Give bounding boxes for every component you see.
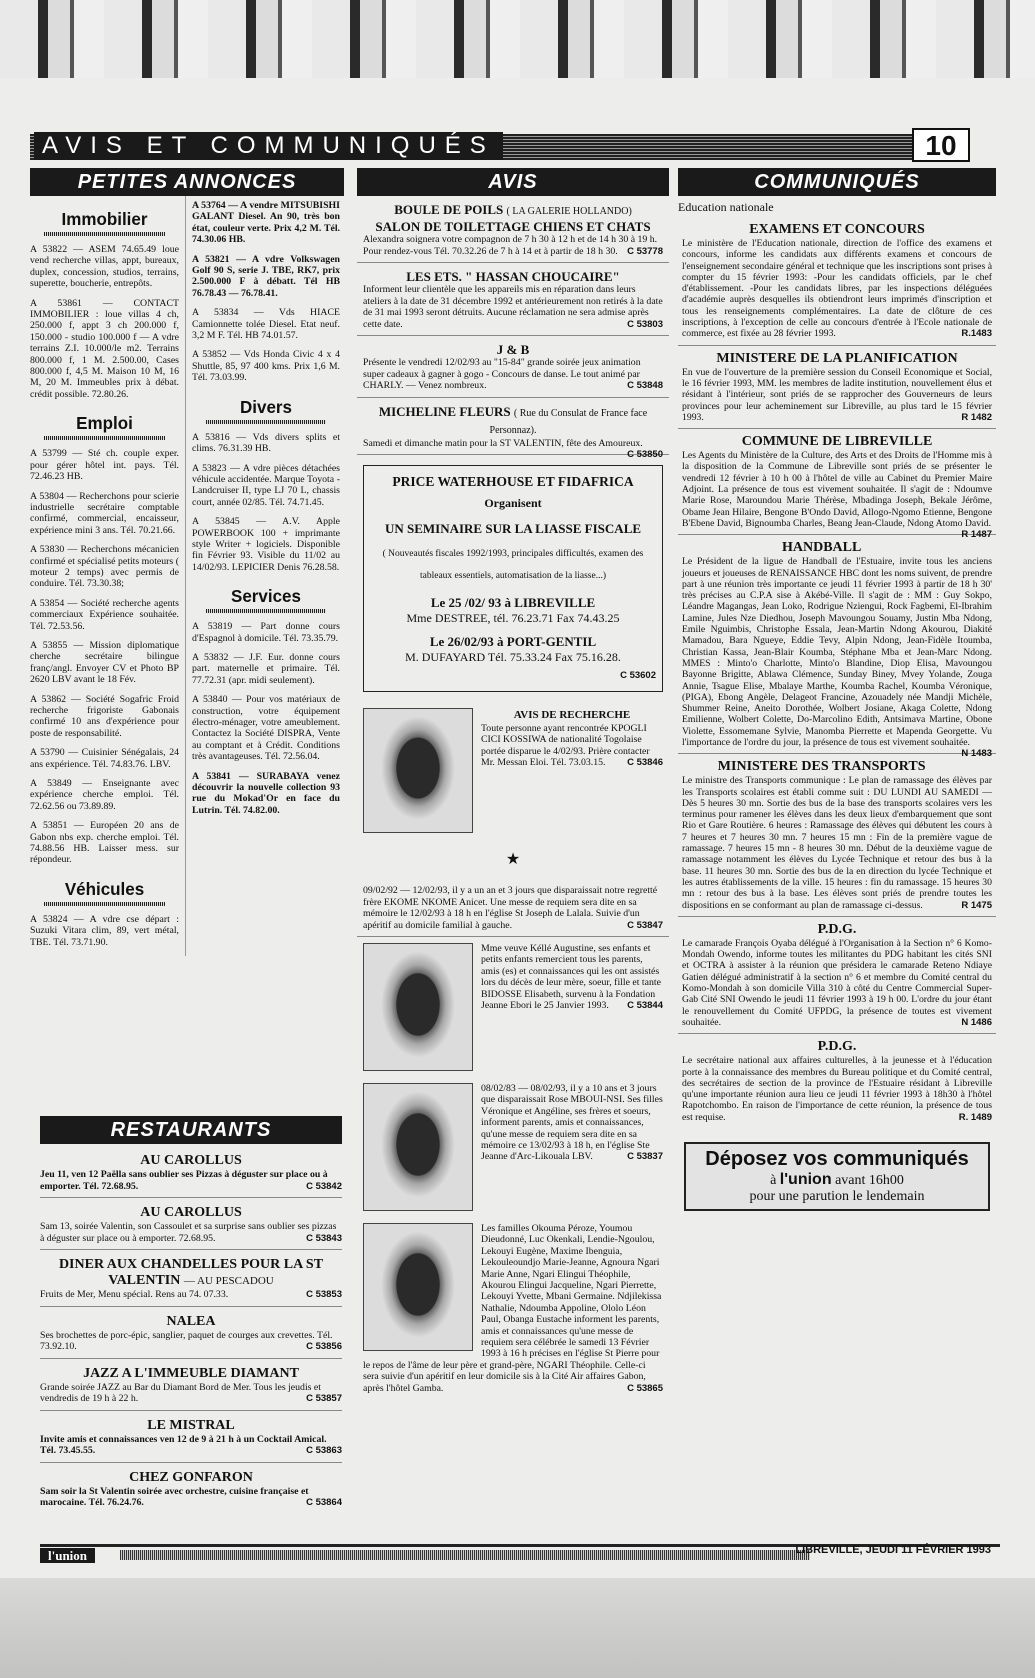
classified-ad: A 53799 — Sté ch. couple exper. pour gérer hôtel int. pays. Tél. 72.46.23 HB. bbox=[30, 448, 179, 483]
ref-code: C 53850 bbox=[627, 449, 663, 460]
memorial-notice: Mme veuve Kéllé Augustine, ses enfants et petits enfants remercient tous les parents, amis (es) et connaissances qui les ont assistés lors du décès de leur mère, soeur, fille et tante BIDOSSE Elisabeth, survenu à la Fondation Jeanne Ebori le 25 Janvier 1993. C 53844 bbox=[357, 937, 669, 1077]
classified-ad: A 53852 — Vds Honda Civic 4 x 4 Shuttle, 85, 97 400 kms. Prix 1,6 M. Tél. 73.03.99. bbox=[192, 349, 340, 384]
classified-ad: A 53821 — A vdre Volkswagen Golf 90 S, serie J. TBE, RK7, prix 2.500.000 F à débatt. Tél HB 76.78.43 — 76.78.41. bbox=[192, 253, 340, 299]
memorial-notice: Les familles Okouma Péroze, Youmou Dieudonné, Luc Okenkali, Lendie-Ngoulou, Lekouyi Eugène, Maxime Ibenguia, Lekouleoundjo Marie-Jeanne, Agnoura Ngari Marie Anne, Ngari Elingui Théophile, Akourou Elingui Jacqueline, Ngari Pierrette, Lekouyi Yvette, Mbani Germaine. Ndjilekissa Nathalie, Ndoumba Appoline, Ololo Léon Paul, Obanga Eustache informent les parents, amis et connaissances qu'une messe de requiem sera célébrée le samedi 13 Février 1993 à 16 h précises en l'église St Pierre pour le repos de l'âme de leur père et grand-père, NGARI Théophile. Celle-ci sera suivie d'un apéritif en leur domicile sis à la Cité Air affaires Gabon, après l'hôtel Gamba. C 53865 bbox=[363, 1223, 663, 1394]
portrait-photo bbox=[363, 943, 473, 1071]
restaurant-name: AU CAROLLUS bbox=[140, 1205, 242, 1220]
ref-code: C 53865 bbox=[627, 1382, 663, 1394]
ref-code: N 1486 bbox=[961, 1016, 992, 1028]
restaurant-item bbox=[40, 1311, 342, 1359]
restaurant-text: Jeu 11, ven 12 Paëlla sans oublier ses Pizzas à déguster sur place ou à emporter. Tél. 72.68.95. C 53842 bbox=[40, 1169, 342, 1192]
ref-code: R 1475 bbox=[961, 899, 992, 911]
classified-ad: A 53824 — A vdre cse départ : Suzuki Vitara clim, 89, vert métal, TBE. Tél. 73.71.90. bbox=[30, 913, 179, 948]
section-title: AVIS ET COMMUNIQUÉS bbox=[34, 132, 503, 160]
seminar-title: PRICE WATERHOUSE ET FIDAFRICA bbox=[392, 474, 634, 489]
seminar-libreville: Le 25 /02/ 93 à LIBREVILLE Mme DESTREE, tél. 76.23.71 Fax 74.43.25 bbox=[406, 595, 620, 625]
communique-title: MINISTERE DES TRANSPORTS bbox=[717, 759, 926, 775]
deposez-subline: pour une parution le lendemain bbox=[749, 1189, 925, 1204]
restaurant-item bbox=[40, 1363, 342, 1411]
footer-date: LIBREVILLE, JEUDI 11 FÉVRIER 1993 bbox=[795, 1544, 991, 1556]
avis-title: LES ETS. " HASSAN CHOUCAIRE" bbox=[406, 269, 620, 284]
ref-code: C 53863 bbox=[306, 1445, 342, 1456]
ref-code: N 1483 bbox=[961, 748, 992, 760]
ref-code: C 53853 bbox=[306, 1289, 342, 1300]
classified-ad: A 53854 — Société recherche agents commerciaux Expérience souhaitée. Tél. 72.53.56. bbox=[30, 597, 179, 632]
portrait-photo bbox=[363, 1083, 473, 1211]
ref-code: R 1487 bbox=[961, 529, 992, 541]
avis-item bbox=[357, 196, 669, 263]
category-rule bbox=[206, 609, 326, 613]
restaurant-name: CHEZ GONFARON bbox=[129, 1469, 253, 1485]
ref-code: R.1483 bbox=[961, 328, 992, 340]
communique-item bbox=[678, 217, 996, 346]
page-bottom-margin bbox=[0, 1578, 1035, 1678]
category-rule bbox=[206, 420, 326, 424]
ref-code: C 53778 bbox=[627, 245, 663, 257]
footer-logo: l'union bbox=[40, 1548, 95, 1563]
deposez-promo-box bbox=[684, 1142, 990, 1211]
communique-text: En vue de l'ouverture de la première session du Conseil Economique et Social, le 16 février 1993, MM. les membres de ladite institution, nouvellement élus et résidant à l'intérieur, sont priés de se rapprocher des Gouverneurs de leurs provinces pour leur acheminement sur Libreville, au plus tard le 15 février 1993. R 1482 bbox=[682, 366, 992, 423]
classified-ad: A 53851 — Européen 20 ans de Gabon nbs exp. cherche emploi. Tél. 74.88.56 HB. Laisser mess. sur répondeur. bbox=[30, 820, 179, 866]
ref-code: C 53803 bbox=[627, 318, 663, 330]
classified-ad: A 53832 — J.F. Eur. donne cours part. maternelle et primaire. Tél. 77.72.31 (apr. midi seulement). bbox=[192, 651, 340, 686]
restaurant-item bbox=[40, 1254, 342, 1307]
brand-logo: l'union bbox=[779, 1171, 832, 1188]
avis-item bbox=[357, 336, 669, 398]
avis-item bbox=[357, 398, 669, 460]
classified-ad: A 53822 — ASEM 74.65.49 loue vend recherche villas, appt, bureaux, duplex, concession, studios, terrains, superette, boucherie, entrepôts. bbox=[30, 244, 179, 290]
classified-ad: A 53861 — CONTACT IMMOBILIER : loue villas 4 ch, 250.000 f, appt 3 ch 200.000 f, 150.000 - studio 100.000 f — A vdre terrains Z.I. 10.000/le m2. Terrains 800.000 f, 1 M. 2.500.00, Cases 800.000 f, 4,5 M. Maison 10 M, 16 M, 20 M. Immeubles prix à débat. crédit possible. 72.80.26. bbox=[30, 297, 179, 400]
classifieds-left bbox=[30, 196, 185, 956]
avis-title: J & B bbox=[496, 342, 530, 357]
communique-title: MINISTERE DE LA PLANIFICATION bbox=[716, 350, 958, 366]
communique-title: COMMUNE DE LIBREVILLE bbox=[741, 434, 933, 450]
seminar-subject: UN SEMINAIRE SUR LA LIASSE FISCALE bbox=[384, 521, 642, 536]
petites-annonces-band: PETITES ANNONCES bbox=[30, 168, 344, 196]
ref-code: R. 1489 bbox=[958, 1111, 992, 1123]
restaurant-name: LE MISTRAL bbox=[147, 1417, 235, 1433]
footer-bar bbox=[120, 1550, 810, 1560]
communique-item bbox=[678, 346, 996, 429]
avis-band: AVIS bbox=[357, 168, 669, 196]
seminar-box bbox=[363, 465, 663, 692]
deposez-headline: Déposez vos communiqués bbox=[705, 1148, 969, 1170]
avis-text: Alexandra soignera votre compagnon de 7 h 30 à 12 h et de 14 h 30 à 19 h. Pour rendez-vous Tél. 70.32.26 de 7 h à 14 et à partir de 18 h 30. C 53778 bbox=[363, 234, 663, 257]
avis-subtitle: SALON DE TOILETTAGE CHIENS ET CHATS bbox=[375, 219, 651, 234]
ref-code: C 53844 bbox=[627, 1000, 663, 1012]
communiques-kicker: Education nationale bbox=[678, 200, 774, 214]
seminar-organisers: Organisent bbox=[484, 496, 542, 510]
portrait-photo bbox=[363, 1223, 473, 1351]
memorial-notice: 09/02/92 — 12/02/93, il y a un an et 3 jours que disparaissait notre regretté frère EKOME NKOME Anicet. Une messe de requiem sera dite en sa mémoire le 12/02/93 à 18 h en l'église St Joseph de Lalala. Suivie d'un apéritif au domicile familial à gauche. C 53847 bbox=[357, 879, 669, 937]
restaurant-text: Sam 13, soirée Valentin, son Cassoulet et sa surprise sans oublier ses pizzas à déguster sur place ou à emporter. 72.68.95. C 53843 bbox=[40, 1221, 342, 1244]
classified-ad: A 53819 — Part donne cours d'Espagnol à domicile. Tél. 73.35.79. bbox=[192, 621, 340, 644]
communique-text: Les Agents du Ministère de la Culture, des Arts et des Droits de l'Homme mis à la disposition de la Commune de Libreville sont priés de se présenter le vendredi 12 février à 10 h 00 à l'hôtel de ville au Cabinet du Premier Maire Adjoint. La présence de tous est vivement souhaitée. Il s'agit de : Ndoumve Marie Rose, Maroundou Marie Thérèse, Mbadinga Joseph, Bekale Jérôme, Obame Jean Hilaire, Bengone B'Ondo David, Allogo-Ngomo Etienne, Bengone B'Ebene David, Bignoumba Charles, Beang Jean-Claude, Ndong Atomo David. R 1487 bbox=[682, 450, 992, 541]
restaurants-band: RESTAURANTS bbox=[40, 1116, 342, 1144]
restaurant-name: NALEA bbox=[166, 1313, 216, 1329]
category-emploi: Emploi bbox=[76, 413, 133, 434]
communique-text: Le ministère de l'Education nationale, direction de l'office des examens et concours, informe les candidats aux différents examens et concours de l'enseignement secondaire général et technique que les inscriptions sont prises à compter du 15 février 1993: -Pour les candidats officiels, par le chef d'établissement. -Pour les candidats libres, par les inspections déléguées d'académie auprès desquelles ils obtiendront leurs imprimés d'inscription et tous les renseignements complémentaires. La date de clôture de ces inscriptions, à l'exception de celle au concours d'entrée à l'Ecole nationale de commerce, est fixée au 28 février 1993. R.1483 bbox=[682, 238, 992, 340]
page-number: 10 bbox=[912, 128, 970, 162]
restaurant-name: AU CAROLLUS bbox=[140, 1153, 242, 1168]
avis-text: Samedi et dimanche matin pour la ST VALENTIN, fête des Amoureux. C 53850 bbox=[363, 437, 663, 460]
ref-code: C 53847 bbox=[627, 919, 663, 931]
classified-ad: A 53849 — Enseignante avec expérience cherche emploi. Tél. 72.62.56 ou 73.89.89. bbox=[30, 778, 179, 812]
communique-item bbox=[678, 754, 996, 917]
category-vehicules: Véhicules bbox=[64, 879, 145, 900]
classified-ad: A 53834 — Vds HIACE Camionnette tolée Diesel. Etat neuf. 3,2 M F. Tél. HB 74.01.57. bbox=[192, 307, 340, 342]
star-icon: ★ bbox=[505, 851, 521, 868]
recherche-text: AVIS DE RECHERCHE Toute personne ayant rencontrée KPOGLI CICI KOSSIWA de nationalité Togolaise portée disparue le 4/02/93. Prière contacter Mr. Messan Eloi. Tél. 73.03.15. C 53846 bbox=[481, 709, 663, 769]
ref-code: C 53843 bbox=[306, 1232, 342, 1244]
communique-text: Le camarade François Oyaba délégué à l'Organisation à la Section n° 6 Komo-Mondah Owendo, informe toutes les militantes du PDG habitant les cités SNI et OCTRA à assister à la réunion que présidera le camarade Reteno Ndiaye Gatien délégué administratif à la section n° 6 et membre du Comité central du Komo-Mondah à son domicile Villa 310 à côté du Centre Commercial Super-Gab Cité SNI Owendo le jeudi 11 février 1993 à 19 h 00. L'ordre du jour étant le renouvellement du Comité UFPDG, la présence de toutes est vivement souhaitée. N 1486 bbox=[682, 937, 992, 1028]
category-immobilier: Immobilier bbox=[61, 209, 148, 230]
restaurant-item bbox=[40, 1202, 342, 1250]
classified-ad: A 53830 — Recherchons mécanicien confirmé et spécialisé petits moteurs ( moteur 2 temps) avec permis de conduire. Tél. 73.30.38; bbox=[30, 544, 179, 590]
communique-item bbox=[678, 429, 996, 541]
ref-code: R 1482 bbox=[961, 411, 992, 423]
category-rule bbox=[44, 902, 165, 906]
ref-code: C 53864 bbox=[306, 1497, 342, 1508]
classified-ad: A 53841 — SURABAYA venez découvrir la nouvelle collection 93 rue du Mokad'Or en face du Lutrin. Tél. 74.82.00. bbox=[192, 770, 340, 816]
petites-annonces-column bbox=[30, 168, 344, 956]
restaurant-text: Fruits de Mer, Menu spécial. Rens au 74. 07.33. C 53853 bbox=[40, 1289, 342, 1300]
classified-ad: A 53804 — Recherchons pour scierie industrielle secrétaire comptable confirmé, commercial, encaisseur, expérience mini 3 ans. Tél. 70.21.66. bbox=[30, 490, 179, 536]
classified-ad: A 53790 — Cuisinier Sénégalais, 24 ans expérience. Tél. 74.83.76. LBV. bbox=[30, 747, 179, 770]
category-services: Services bbox=[231, 586, 301, 607]
avis-column bbox=[357, 168, 669, 1400]
category-divers: Divers bbox=[240, 397, 292, 418]
communique-item bbox=[678, 1034, 996, 1128]
avis-text: Présente le vendredi 12/02/93 au "15-84" grande soirée jeux animation super cadeaux à gagner à gogo - Concours de danse. Le tout animé par CHARLY. — Venez nombreux. C 53848 bbox=[363, 357, 663, 391]
ref-code: C 53856 bbox=[306, 1341, 342, 1352]
communique-item bbox=[678, 535, 996, 760]
avis-title: MICHELINE FLEURS ( Rue du Consulat de France face Personnaz). bbox=[378, 403, 648, 436]
classified-ad: A 53823 — A vdre pièces détachées véhicule accidentée. Marque Toyota - Landcruiser II, type LJ 70 L, chassis court, année 02/85. Tél. 74.71.45. bbox=[192, 462, 340, 508]
deposez-line: à l'union avant 16h00 bbox=[770, 1171, 904, 1188]
restaurant-item bbox=[40, 1150, 342, 1198]
avis-de-recherche bbox=[357, 702, 669, 839]
communique-text: Le ministre des Transports communique : Le plan de ramassage des élèves par les Transports scolaires est établi comme suit : DU LUNDI AU SAMEDI — Dès 5 heures 30 mn. Sortie des bus de la base des transports scolaires vers les terminus pour ramener les élèves dans les deux lieux d'embarquement que sont Rio et Gare Routière. 6 heures : Ramassage des élèves qui débutent les cours à 7 heures et 7 heures 30 mn. 7 heures 15 mn : Fin de la première vague de ramassage. 7 heures 15 mn - 8 heures 30 mn. Début de la deuxième vague de ramassage notamment les élèves du Lycée Technique et retour des bus à la base. 11 heures 30 mn. Sortie des bus de la en direction du lycée Technique et les autres établissements de la ville. 15 heures : fin du ramassage. 15 heures 30 mn : retour des bus à la base. Les élèves sont priés de prendre toutes les dispositions en se conformant au plan de ramassage ci-dessus. R 1475 bbox=[682, 775, 992, 911]
communique-title: P.D.G. bbox=[817, 921, 857, 937]
communique-title: P.D.G. bbox=[817, 1039, 857, 1055]
ref-code: C 53837 bbox=[627, 1151, 663, 1163]
classifieds-right bbox=[185, 196, 340, 956]
newspaper-page bbox=[0, 78, 1035, 1600]
restaurants-list bbox=[40, 1150, 342, 1518]
communique-text: Le Président de la ligue de Handball de l'Estuaire, invite tous les anciens joueurs et joueuses de RENAISSANCE HBC dont les noms suivent, de prendre part à une réunion très importante ce jeudi 11 février 1993 à partir de 18 h 30' très précises au C.P.A sise à Akébé-Ville. Il s'agit de : MM : Guy Sokpo, Léandre Magangas, Jean Loko, Rodrigue Nziengui, Rock Fagbemi, El-Ibrahim Lamine, Jules Nze Diedhou, Joseph Mavoungou Souamy, Justin Mba Ndong, Emile Nguimbis, Christophe Essala, Jean-Martin Ndong Akourou, Diakité Mamadou, Bara Ngueye, Eddie Tevy, Alpin Ndong, Jean-Fidèle Itoumba, Christian Kassa, Jean-Blair Koumba, Stéphane Mba et Jean-Marc Ndong. MMES : Minto'o Charlotte, Minto'o Blandine, Diop Elisa, Mavoungou Bayonne Brigitte, Ablawa Clémence, Sunday Biney, Mvey Yolande, Zouga Annie, Tsague Elise, Mbalaye Marthe, Koumba Rachel, Koumba Véronique, (PIGA), Ebong Angèle, Delageot Francine, Azouadely née Mandji Michèle, Shummer Reine, Aneito Dorothée, Wolbert Josiane, Akaga Colette, Ndong Emilienne, Wolbert Colette, Do-Marcolino Edith, Antsimava Martine, Obone Violette, Essomemane Sylvie, Manomba Pierrette et Mapenda Georgette. Vu l'importance de l'ordre du jour, la présence de tous est vivement souhaitée. N 1483 bbox=[682, 556, 992, 760]
classified-ad: A 53862 — Société Sogafric Froid recherche frigoriste Gabonais confirmé 10 ans d'expérience pour poste de responsabilité. bbox=[30, 693, 179, 739]
classified-ad: A 53764 — A vendre MITSUBISHI GALANT Diesel. An 90, très bon état, couleur verte. Prix 4,2 M. Tél. 74.30.06 HB. bbox=[192, 200, 340, 246]
ref-code: C 53857 bbox=[306, 1393, 342, 1404]
communique-item bbox=[678, 917, 996, 1034]
restaurant-text: Invite amis et connaissances ven 12 de 9 à 21 h à un Cocktail Amical. Tél. 73.45.55. C 53863 bbox=[40, 1433, 342, 1456]
ref-code: C 53846 bbox=[627, 757, 663, 769]
classified-ad: A 53816 — Vds divers splits et clims. 76.31.39 HB. bbox=[192, 431, 340, 455]
restaurant-text: Grande soirée JAZZ au Bar du Diamant Bord de Mer. Tous les jeudis et vendredis de 19 h à 22 h. C 53857 bbox=[40, 1381, 342, 1404]
ref-code: C 53602 bbox=[620, 670, 656, 681]
classified-ad: A 53855 — Mission diplomatique cherche secrétaire bilingue franç/angl. Envoyer CV et Photo BP 2620 LBV avant le 18 Fév. bbox=[30, 639, 179, 686]
restaurant-item bbox=[40, 1467, 342, 1514]
communique-title: HANDBALL bbox=[782, 540, 862, 556]
avis-item bbox=[357, 263, 669, 336]
restaurant-name: JAZZ A L'IMMEUBLE DIAMANT bbox=[83, 1365, 299, 1381]
petites-annonces-body bbox=[30, 196, 344, 956]
page-binding-edge bbox=[0, 0, 1035, 86]
restaurant-name: DINER AUX CHANDELLES POUR LA ST VALENTIN — AU PESCADOU bbox=[58, 1257, 324, 1288]
ref-code: C 53848 bbox=[627, 380, 663, 391]
restaurant-text: Sam soir la St Valentin soirée avec orchestre, cuisine française et marocaine. Tél. 76.24.76. C 53864 bbox=[40, 1485, 342, 1508]
communique-text: Le secrétaire national aux affaires culturelles, à la jeunesse et à l'éducation porte à la connaissance des membres du Bureau politique et du Comité central, des secrétaires de section de la province de l'Estuaire résidant à Libreville qu'une importante réunion aura lieu ce jeudi 11 février 1993 à 18h30 à l'hôtel Rapotchombo. En raison de l'importance de cette réunion, la présence de tous est requise. R. 1489 bbox=[682, 1055, 992, 1123]
portrait-photo bbox=[363, 708, 473, 833]
memorial-notice: 08/02/83 — 08/02/93, il y a 10 ans et 3 jours que disparaissait Rose MBOUI-NSI. Ses filles Véronique et Angéline, ses frères et soeurs, informent parents, amis et connaissances, qu'une messe de requiem sera dite en sa mémoire ce 13/02/93 à 18 h, en l'église Ste Jeanne d'Arc-Likouala LBV. C 53837 bbox=[357, 1077, 669, 1217]
category-rule bbox=[44, 436, 165, 440]
classified-ad: A 53840 — Pour vos matériaux de construction, votre équipement électro-ménager, votre ameublement. Contactez la Société DISPRA, Vente au comptant et à Crédit. Conditions très avantageuses. Tél. 72.56.04. bbox=[192, 694, 340, 763]
seminar-description: ( Nouveautés fiscales 1992/1993, principales difficultés, examen des tableaux essentiels, automatisation de la liasse...) bbox=[382, 549, 644, 581]
avis-text: Informent leur clientèle que les appareils mis en réparation dans leurs ateliers à la date de 31 décembre 1992 et antérieurement non retirés à la date de 31 mai 1993 seront détruits. Aucune réclamation ne sera admise après cette date. C 53803 bbox=[363, 284, 663, 330]
restaurant-item bbox=[40, 1415, 342, 1463]
avis-title: BOULE DE POILS ( LA GALERIE HOLLANDO) bbox=[394, 202, 632, 217]
classified-ad: A 53845 — A.V. Apple POWERBOOK 100 + imprimante style Writer + logiciels. Disponible fin Février 93. Visible du 11/02 au 14/02/93. LEPICIER Denis 76.28.58. bbox=[192, 516, 340, 573]
seminar-port-gentil: Le 26/02/93 à PORT-GENTIL M. DUFAYARD Tél. 75.33.24 Fax 75.16.28. bbox=[405, 634, 621, 664]
restaurant-text: Ses brochettes de porc-épic, sanglier, paquet de courges aux crevettes. Tél. 73.92.10. C 53856 bbox=[40, 1329, 342, 1352]
communique-title: EXAMENS ET CONCOURS bbox=[749, 222, 925, 237]
ref-code: C 53842 bbox=[306, 1180, 342, 1192]
communiques-band: COMMUNIQUÉS bbox=[678, 168, 996, 196]
communiques-column bbox=[678, 168, 996, 1211]
category-rule bbox=[44, 232, 165, 236]
